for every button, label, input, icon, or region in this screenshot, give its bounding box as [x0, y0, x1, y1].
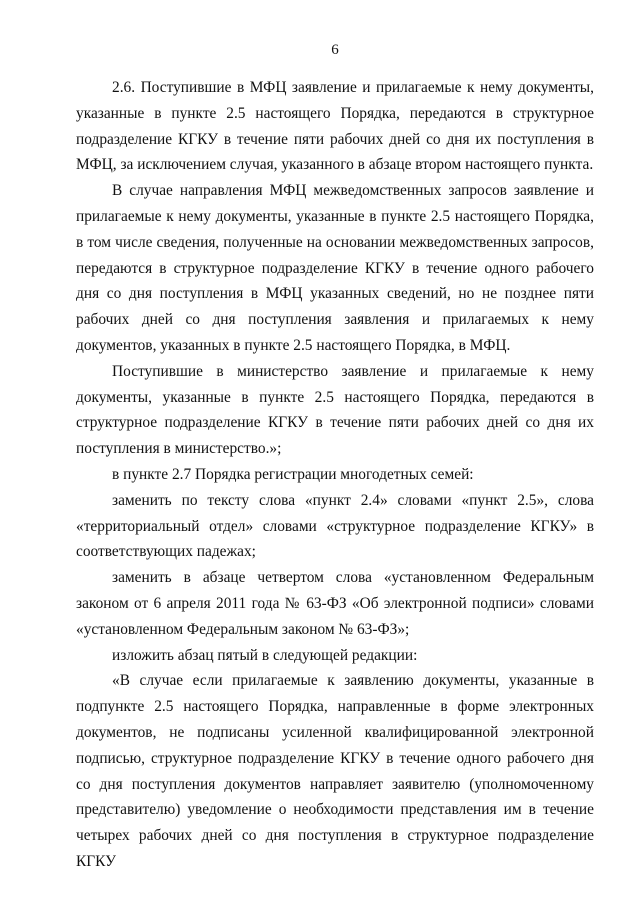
paragraph-new-text: «В случае если прилагаемые к заявлению документы, указанные в подпункте 2.5 настоящего Порядка, направленные в форме электронных документов, не подписаны усиленной квалифицированной электронной подписью, структурное подразделение КГКУ в течение одного рабочего дня со дня поступления документов направляет заявителю (уполномоченному представителю) уведомление о необходимости представления им в течение четырех рабочих дней со дня поступления в структурное подразделение КГКУ — [76, 672, 594, 870]
paragraph-ministry-submission: Поступившие в министерство заявление и прилагаемые к нему документы, указанные в пункте 2.5 настоящего Порядка, передаются в структурное подразделение КГКУ в течение пяти рабочих дней со дня их поступления в министерство.»; — [76, 362, 594, 458]
paragraph-point-2-7: в пункте 2.7 Порядка регистрации многодетных семей: — [112, 465, 474, 483]
paragraph-replace-fourth-abzac: заменить в абзаце четвертом слова «установленном Федеральным законом от 6 апреля 2011 года № 63-ФЗ «Об электронной подписи» словами «установленном Федеральным законом № 63-ФЗ»; — [76, 569, 594, 638]
paragraph-interagency-requests: В случае направления МФЦ межведомственных запросов заявление и прилагаемые к нему документы, указанные в пункте 2.5 настоящего Порядка, в том числе сведения, полученные на основании межведомственных запросов, передаются в структурное подразделение КГКУ в течение одного рабочего дня со дня поступления в МФЦ указанных сведений, но не позднее пяти рабочих дней со дня поступления заявления и прилагаемых к нему документов, указанных в пункте 2.5 настоящего Порядка, в МФЦ. — [76, 182, 594, 354]
paragraph-replace-words: заменить по тексту слова «пункт 2.4» словами «пункт 2.5», слова «территориальный отдел» словами «структурное подразделение КГКУ» в соответствующих падежах; — [76, 491, 594, 561]
paragraph-fifth-abzac-edition: изложить абзац пятый в следующей редакции: — [112, 646, 418, 664]
document-body — [76, 75, 594, 875]
paragraph-2-6: 2.6. Поступившие в МФЦ заявление и прилагаемые к нему документы, указанные в пункте 2.5 настоящего Порядка, передаются в структурное подразделение КГКУ в течение пяти рабочих дней со дня их поступления в МФЦ, за исключением случая, указанного в абзаце втором настоящего пункта. — [76, 79, 594, 174]
page-number: 6 — [331, 42, 339, 58]
